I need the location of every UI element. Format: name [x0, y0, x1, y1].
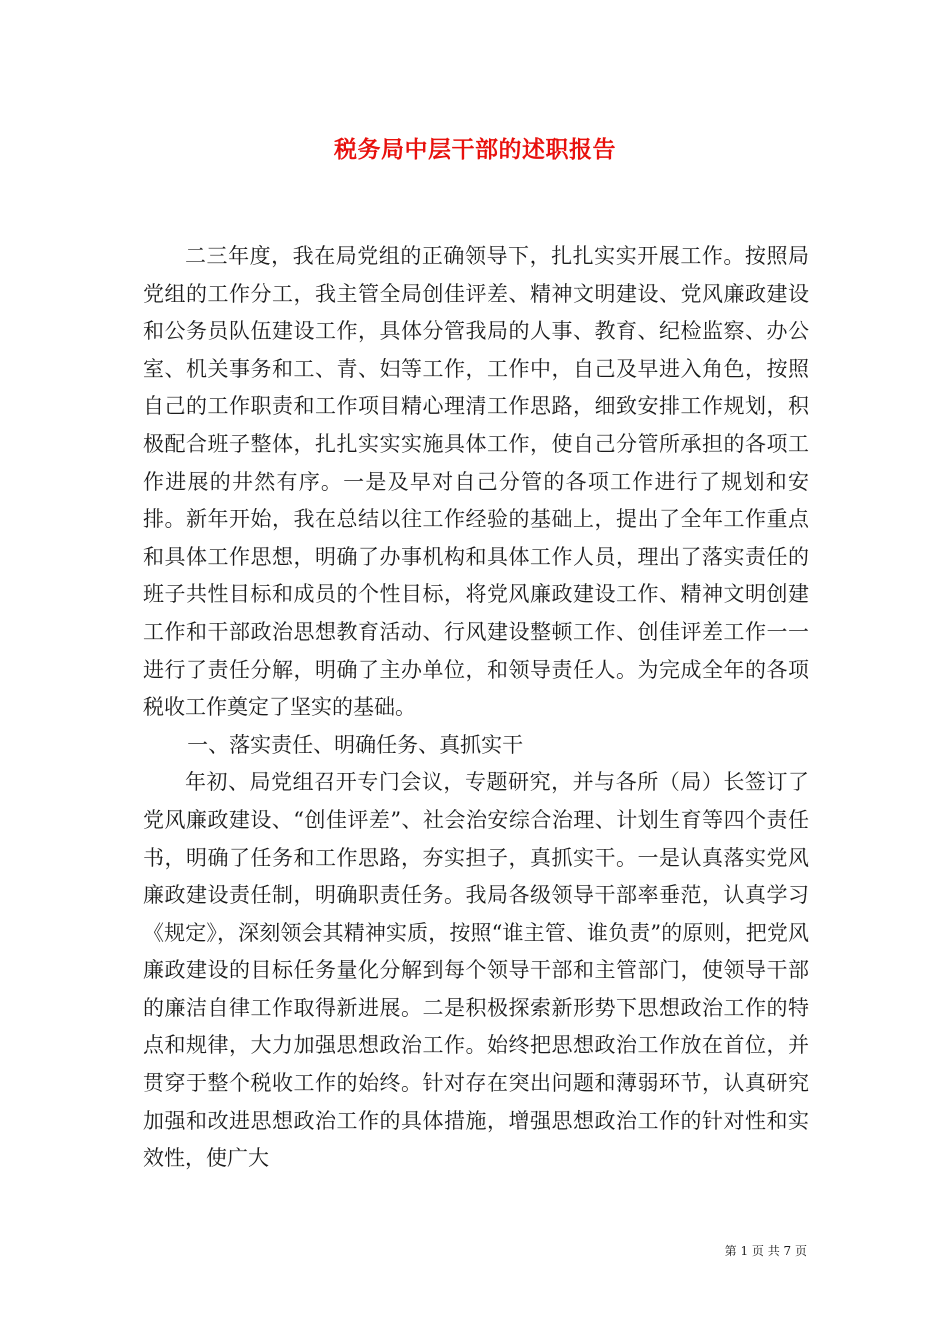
document-title: 税务局中层干部的述职报告: [334, 136, 616, 163]
section-heading: 一、落实责任、明确任务、真抓实干: [187, 732, 524, 757]
document-body: [143, 238, 809, 1178]
section-paragraph: 年初、局党组召开专门会议，专题研究，并与各所（局）长签订了党风廉政建设、“创佳评差”、社会治安综合治理、计划生育等四个责任书，明确了任务和工作思路，夯实担子，真抓实干。一是认真落实党风廉政建设责任制，明确职责任务。我局各级领导干部率垂范，认真学习《规定》，深刻领会其精神实质，按照“谁主管、谁负责”的原则，把党风廉政建设的目标任务量化分解到每个领导干部和主管部门，使领导干部的廉洁自律工作取得新进展。二是积极探索新形势下思想政治工作的特点和规律，大力加强思想政治工作。始终把思想政治工作放在首位，并贯穿于整个税收工作的始终。针对存在突出问题和薄弱环节，认真研究加强和改进思想政治工作的具体措施，增强思想政治工作的针对性和实效性，使广大: [143, 770, 809, 1171]
body-paragraph: 二三年度，我在局党组的正确领导下，扎扎实实开展工作。按照局党组的工作分工，我主管全局创佳评差、精神文明建设、党风廉政建设和公务员队伍建设工作，具体分管我局的人事、教育、纪检监察、办公室、机关事务和工、青、妇等工作，工作中，自己及早进入角色，按照自己的工作职责和工作项目精心理清工作思路，细致安排工作规划，积极配合班子整体，扎扎实实实施具体工作，使自己分管所承担的各项工作进展的井然有序。一是及早对自己分管的各项工作进行了规划和安排。新年开始，我在总结以往工作经验的基础上，提出了全年工作重点和具体工作思想，明确了办事机构和具体工作人员，理出了落实责任的班子共性目标和成员的个性目标，将党风廉政建设工作、精神文明创建工作和干部政治思想教育活动、行风建设整顿工作、创佳评差工作一一进行了责任分解，明确了主办单位，和领导责任人。为完成全年的各项税收工作奠定了坚实的基础。: [143, 244, 809, 720]
page-number: 第 1 页 共 7 页: [724, 1244, 807, 1258]
